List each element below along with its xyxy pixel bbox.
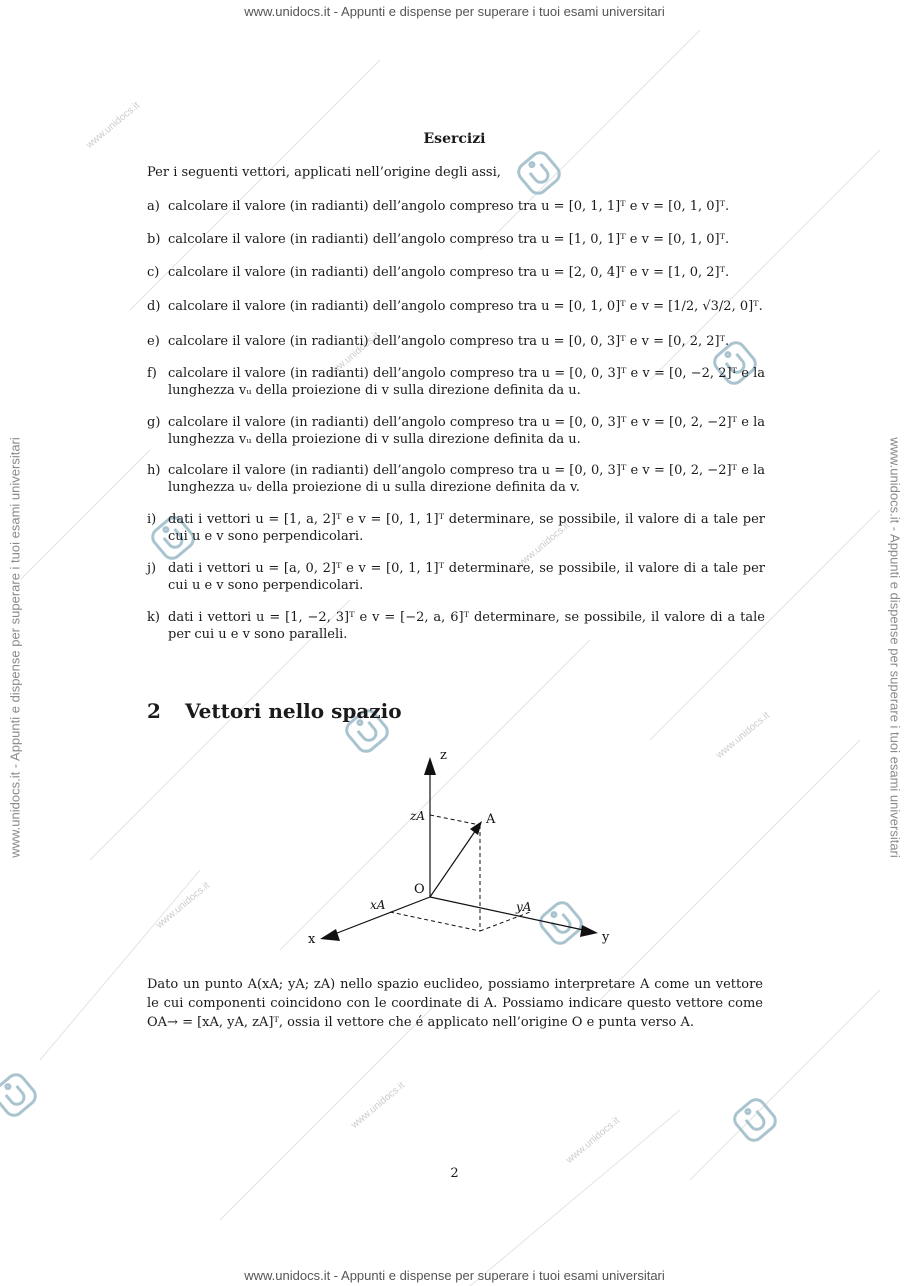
exercises-intro: Per i seguenti vettori, applicati nell’origine degli assi,	[147, 165, 501, 180]
z-axis-label: z	[440, 748, 447, 763]
y-axis-label: y	[602, 930, 610, 945]
exercise-label: j)	[147, 561, 157, 576]
section-number: 2	[147, 699, 161, 723]
right-side-watermark: www.unidocs.it - Appunti e dispense per superare i tuoi esami universitari	[887, 437, 903, 858]
exercise-text: dati i vettori u = [1, −2, 3]ᵀ e v = [−2, a, 6]ᵀ determinare, se possibile, il valore di a tale per cui u e v sono paralleli.	[168, 610, 765, 642]
exercise-text: calcolare il valore (in radianti) dell’angolo compreso tra u = [1, 0, 1]ᵀ e v = [0, 1, 0]ᵀ.	[168, 232, 730, 247]
exercise-label: g)	[147, 415, 161, 430]
site-watermark: www.unidocs.it	[154, 880, 212, 931]
x-axis-label: x	[308, 932, 316, 947]
site-watermark: www.unidocs.it	[514, 520, 572, 571]
exercise-text: calcolare il valore (in radianti) dell’angolo compreso tra u = [2, 0, 4]ᵀ e v = [1, 0, 2]ᵀ.	[168, 265, 730, 280]
page-number: 2	[450, 1166, 459, 1181]
exercise-text: dati i vettori u = [1, a, 2]ᵀ e v = [0, 1, 1]ᵀ determinare, se possibile, il valore di a tale per cui u e v sono perpendicolari.	[168, 512, 765, 544]
exercise-text: calcolare il valore (in radianti) dell’angolo compreso tra u = [0, 0, 3]ᵀ e v = [0, 2, −2]ᵀ e la lunghezza vᵤ della proiezione di v sulla direzione definita da u.	[168, 415, 765, 447]
exercise-label: f)	[147, 366, 157, 381]
exercise-text: calcolare il valore (in radianti) dell’angolo compreso tra u = [0, 1, 0]ᵀ e v = [1/2, √3/2, 0]ᵀ.	[168, 299, 763, 314]
exercise-item	[147, 462, 765, 496]
exercise-item	[147, 333, 765, 350]
exercise-label: a)	[147, 199, 160, 214]
origin-label: O	[414, 882, 425, 897]
site-watermark: www.unidocs.it	[714, 710, 772, 761]
z-axis-arrowhead	[424, 757, 436, 775]
site-watermark: www.unidocs.it	[564, 1115, 622, 1166]
section-heading	[147, 699, 402, 723]
exercise-item	[147, 511, 765, 545]
exercise-label: h)	[147, 463, 161, 478]
exercise-text: dati i vettori u = [a, 0, 2]ᵀ e v = [0, 1, 1]ᵀ determinare, se possibile, il valore di a tale per cui u e v sono perpendicolari.	[168, 561, 765, 593]
exercise-text: calcolare il valore (in radianti) dell’angolo compreso tra u = [0, 1, 1]ᵀ e v = [0, 1, 0]ᵀ.	[168, 199, 730, 214]
exercises-heading: Esercizi	[423, 131, 486, 147]
exercise-item	[147, 198, 765, 215]
site-watermark: www.unidocs.it	[324, 330, 382, 381]
exercise-item	[147, 414, 765, 448]
exercise-label: e)	[147, 334, 160, 349]
site-watermark: www.unidocs.it	[349, 1080, 407, 1131]
exercise-label: d)	[147, 299, 161, 314]
vector-3d-diagram	[300, 745, 620, 955]
oa-vector-line	[430, 827, 478, 897]
exercise-label: c)	[147, 265, 160, 280]
body-paragraph: Dato un punto A(xA; yA; zA) nello spazio euclideo, possiamo interpretare A come un vettore le cui componenti coincidono con le coordinate di A. Possiamo indicare questo vettore come OA→ = [xA, yA, zA]ᵀ, ossia il vettore che é applicato nell’origine O e punta verso A.	[147, 977, 763, 1030]
x-axis-arrowhead	[320, 929, 340, 941]
exercise-text: calcolare il valore (in radianti) dell’angolo compreso tra u = [0, 0, 3]ᵀ e v = [0, −2, 2]ᵀ e la lunghezza vᵤ della proiezione di v sulla direzione definita da u.	[168, 366, 765, 398]
y-axis-arrowhead	[580, 925, 598, 937]
exercise-label: i)	[147, 512, 157, 527]
y-coordinate-label: yA	[516, 900, 532, 914]
exercise-item	[147, 365, 765, 399]
z-coordinate-label: zA	[410, 809, 425, 823]
left-side-watermark: www.unidocs.it - Appunti e dispense per superare i tuoi esami universitari	[7, 437, 23, 858]
exercise-text: calcolare il valore (in radianti) dell’angolo compreso tra u = [0, 0, 3]ᵀ e v = [0, 2, −2]ᵀ e la lunghezza uᵥ della proiezione di u sulla direzione definita da v.	[168, 463, 765, 495]
bottom-watermark: www.unidocs.it - Appunti e dispense per superare i tuoi esami universitari	[244, 1268, 665, 1283]
exercise-item	[147, 560, 765, 594]
exercise-item	[147, 609, 765, 643]
exercise-item	[147, 264, 765, 281]
exercise-text: calcolare il valore (in radianti) dell’angolo compreso tra u = [0, 0, 3]ᵀ e v = [0, 2, 2]ᵀ.	[168, 334, 730, 349]
exercise-item	[147, 298, 765, 315]
section-title: Vettori nello spazio	[185, 699, 402, 723]
exercise-label: b)	[147, 232, 161, 247]
unidocs-logo-icon	[732, 1097, 778, 1143]
x-coordinate-label: xA	[370, 898, 386, 912]
top-watermark: www.unidocs.it - Appunti e dispense per superare i tuoi esami universitari	[244, 4, 665, 19]
unidocs-logo-icon	[0, 1072, 38, 1118]
exercise-label: k)	[147, 610, 160, 625]
exercise-item	[147, 231, 765, 248]
point-a-label: A	[486, 812, 496, 827]
site-watermark: www.unidocs.it	[84, 100, 142, 151]
unidocs-logo-icon	[516, 150, 562, 196]
